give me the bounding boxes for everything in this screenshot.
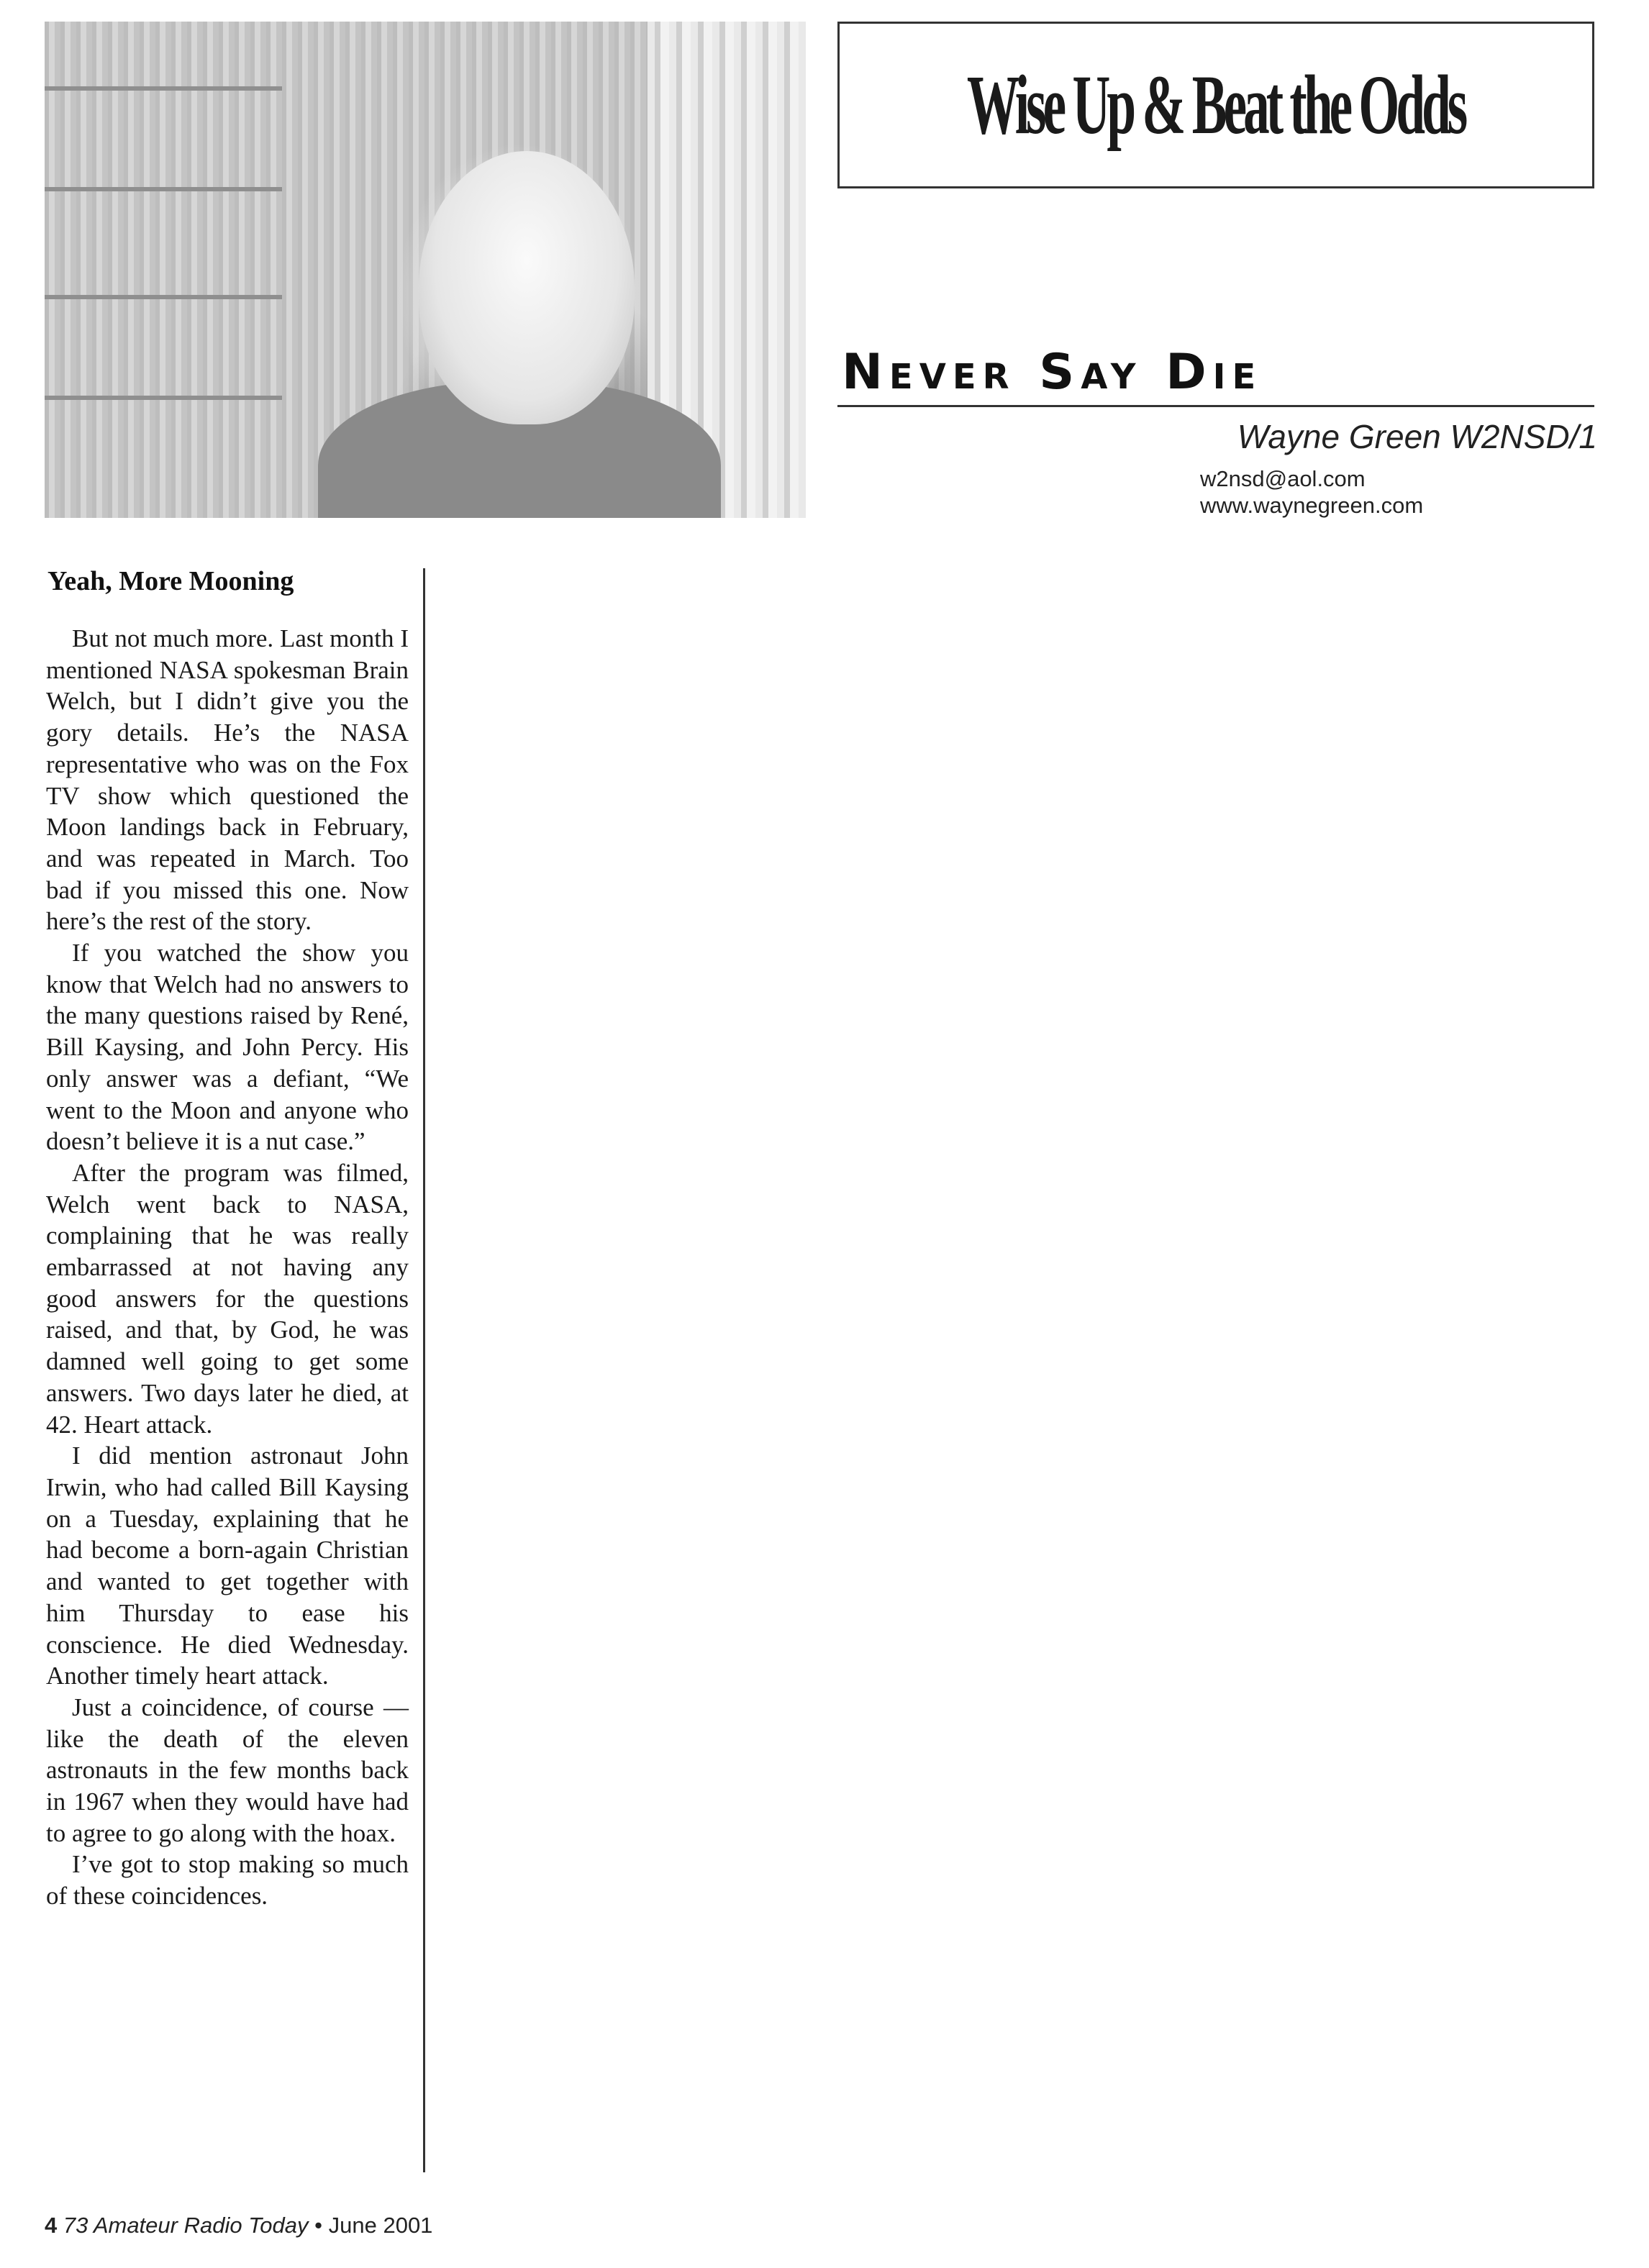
article-body xyxy=(46,623,409,1912)
article-paragraph: If you watched the show you know that Welch had no answers to the many questions raised by René, Bill Kaysing, and John Percy. His only answer was a defiant, “We went to the Moon and anyone who doesn’t believe it is a nut case.” xyxy=(46,939,409,1156)
portrait-head xyxy=(419,151,635,424)
article-paragraph: Just a coincidence, of course — like the death of the eleven astronauts in the few months back in 1967 when they would have had to agree to go along with the hoax. xyxy=(46,1693,409,1847)
page-footer xyxy=(45,2213,432,2239)
article-paragraph: After the program was filmed, Welch went back to NASA, complaining that he was really embarrassed at not having any good answers for the questions raised, and that, by God, he was damned well going to get some answers. Two days later he died, at 42. Heart attack. xyxy=(46,1158,409,1439)
article-heading: Yeah, More Mooning xyxy=(47,566,294,596)
bookshelf-line xyxy=(45,187,282,191)
article-paragraph: I’ve got to stop making so much of these coincidences. xyxy=(46,1850,409,1911)
bookshelf-line xyxy=(45,295,282,299)
issue-date: June 2001 xyxy=(328,2213,433,2238)
column-name-text: Never Say Die xyxy=(842,344,1263,401)
column-title-box xyxy=(837,22,1594,188)
magazine-name: 73 Amateur Radio Today xyxy=(63,2213,309,2238)
bookshelf-line xyxy=(45,86,282,91)
column-divider xyxy=(423,568,425,2172)
author-email: w2nsd@aol.com xyxy=(1200,466,1366,491)
author-photo xyxy=(45,22,806,518)
masthead-rule xyxy=(837,405,1594,407)
footer-separator: • xyxy=(314,2213,322,2238)
column-title: Wise Up & Beat the Odds xyxy=(967,58,1465,152)
bookshelf-line xyxy=(45,396,282,400)
article-paragraph: I did mention astronaut John Irwin, who had called Bill Kaysing on a Tuesday, explaining that he had become a born-again Christian and wanted to get together with him Thursday to ease his conscience. He died Wednesday. Another timely heart attack. xyxy=(46,1442,409,1690)
column-name xyxy=(842,344,1273,401)
article-paragraph: But not much more. Last month I mentioned NASA spokesman Brain Welch, but I didn’t give you the gory details. He’s the NASA representative who was on the Fox TV show which questioned the Moon landings back in February, and was repeated in March. Too bad if you missed this one. Now here’s the rest of the story. xyxy=(46,624,409,936)
author-website: www.waynegreen.com xyxy=(1200,493,1424,518)
page-number: 4 xyxy=(45,2213,58,2238)
author-byline: Wayne Green W2NSD/1 xyxy=(1237,418,1597,455)
